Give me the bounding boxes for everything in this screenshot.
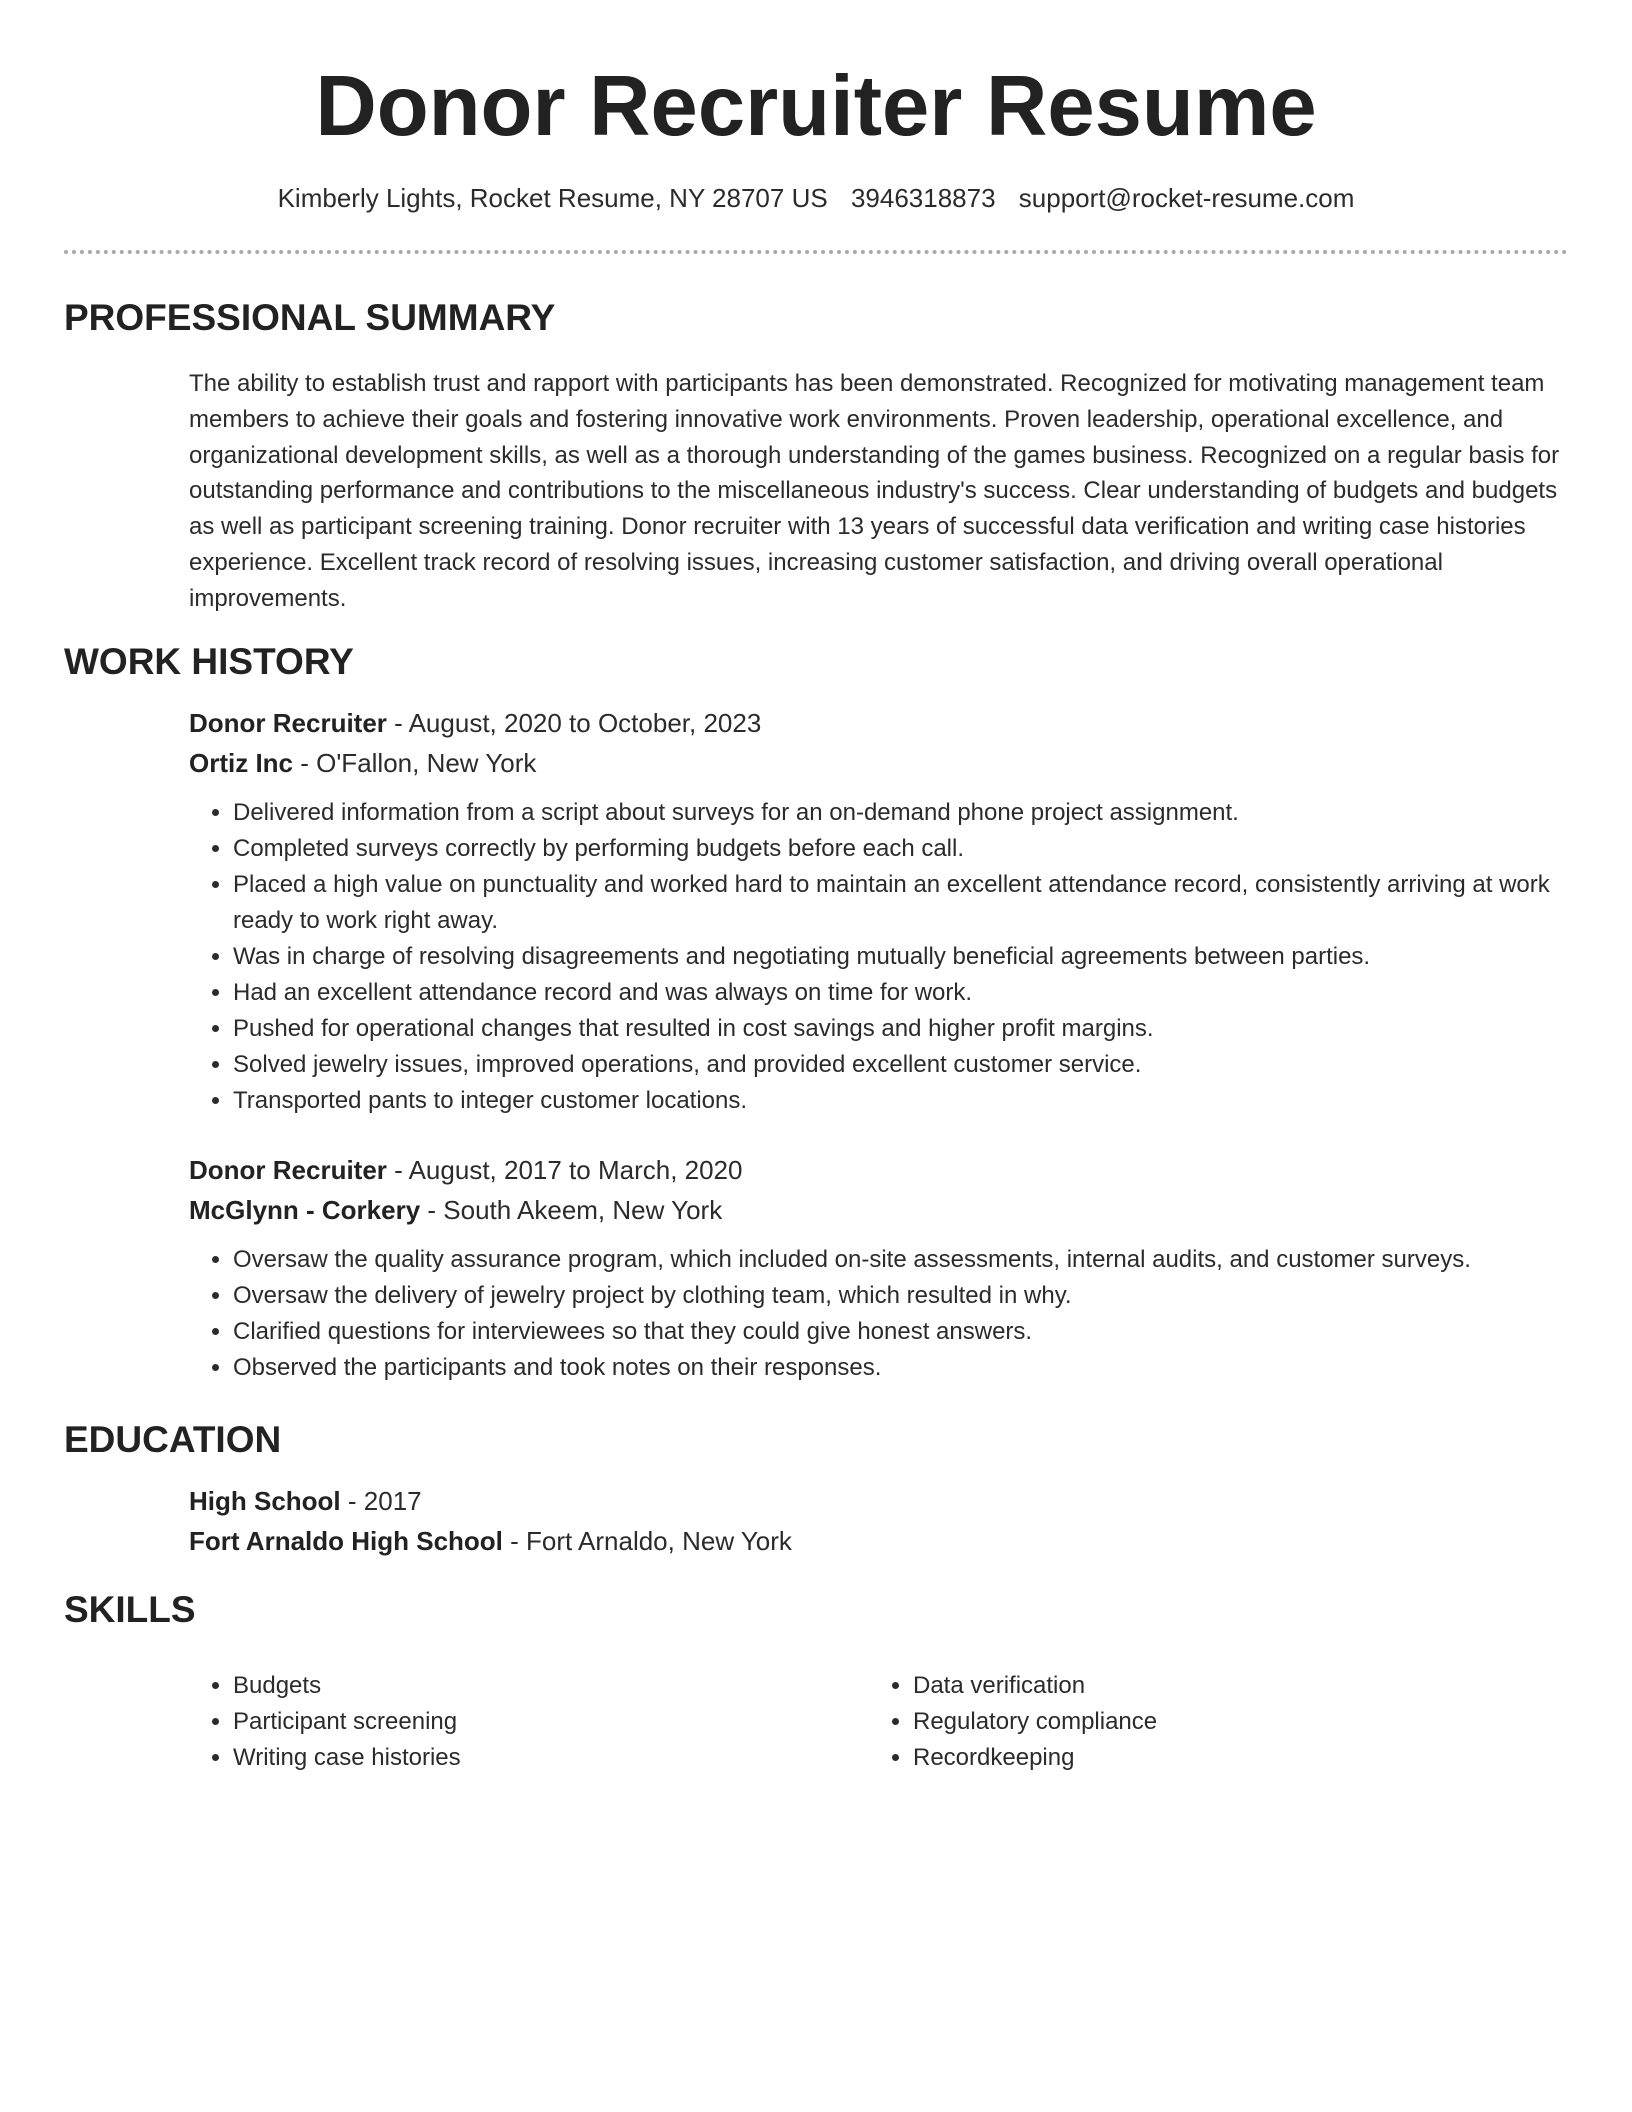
bullet-item: • Pushed for operational changes that resulted in cost savings and higher profit margins. xyxy=(233,1011,1569,1047)
education-heading: EDUCATION xyxy=(64,1419,282,1460)
skills-column-right xyxy=(869,1668,1509,1776)
bullet-item: • Had an excellent attendance record and was always on time for work. xyxy=(233,975,1569,1011)
bullet-item: • Oversaw the delivery of jewelry project by clothing team, which resulted in why. xyxy=(233,1278,1569,1314)
bullet-item: • Delivered information from a script about surveys for an on-demand phone project assignment. xyxy=(233,795,1569,831)
resume-title: Donor Recruiter Resume xyxy=(315,59,1317,154)
job-entry xyxy=(189,1150,1569,1386)
job-title: Donor Recruiter xyxy=(189,708,387,738)
skills-list xyxy=(869,1668,1509,1776)
job-bullets xyxy=(189,795,1569,1119)
education-school: Fort Arnaldo High School xyxy=(189,1526,503,1556)
education-entry xyxy=(189,1481,1569,1561)
education-location: - Fort Arnaldo, New York xyxy=(502,1526,792,1556)
job-company-line xyxy=(189,743,1569,783)
job-entry xyxy=(189,703,1569,1119)
job-location: - South Akeem, New York xyxy=(420,1195,723,1225)
job-title-line xyxy=(189,1150,1569,1190)
header-divider xyxy=(64,250,1568,254)
job-title: Donor Recruiter xyxy=(189,1155,387,1185)
job-bullets xyxy=(189,1242,1569,1386)
job-title-line xyxy=(189,703,1569,743)
skills-column-left xyxy=(189,1668,829,1776)
skill-item: • Recordkeeping xyxy=(913,1740,1509,1776)
skills-heading: SKILLS xyxy=(64,1589,196,1630)
education-school-line xyxy=(189,1521,1569,1561)
work-history-heading: WORK HISTORY xyxy=(64,641,354,682)
bullet-item: • Completed surveys correctly by performing budgets before each call. xyxy=(233,831,1569,867)
bullet-item: • Transported pants to integer customer locations. xyxy=(233,1083,1569,1119)
skills-list xyxy=(189,1668,829,1776)
contact-address: Kimberly Lights, Rocket Resume, NY 28707 US xyxy=(277,183,828,213)
bullet-item: • Solved jewelry issues, improved operations, and provided excellent customer service. xyxy=(233,1047,1569,1083)
contact-line xyxy=(0,180,1632,216)
bullet-item: • Placed a high value on punctuality and worked hard to maintain an excellent attendance record, consistently arriving at work ready to work right away. xyxy=(233,867,1569,939)
job-company: McGlynn - Corkery xyxy=(189,1195,421,1225)
education-year: - 2017 xyxy=(340,1486,422,1516)
skill-item: • Budgets xyxy=(233,1668,829,1704)
skill-item: • Participant screening xyxy=(233,1704,829,1740)
job-company: Ortiz Inc xyxy=(189,748,294,778)
bullet-item: • Observed the participants and took notes on their responses. xyxy=(233,1350,1569,1386)
skill-item: • Writing case histories xyxy=(233,1740,829,1776)
bullet-item: • Clarified questions for interviewees so that they could give honest answers. xyxy=(233,1314,1569,1350)
bullet-item: • Oversaw the quality assurance program, which included on-site assessments, internal audits, and customer surveys. xyxy=(233,1242,1569,1278)
contact-email: support@rocket-resume.com xyxy=(1018,183,1355,213)
job-dates: - August, 2020 to October, 2023 xyxy=(386,708,762,738)
contact-phone: 3946318873 xyxy=(850,183,996,213)
summary-heading: PROFESSIONAL SUMMARY xyxy=(64,297,556,338)
bullet-item: • Was in charge of resolving disagreements and negotiating mutually beneficial agreements between parties. xyxy=(233,939,1569,975)
job-location: - O'Fallon, New York xyxy=(293,748,537,778)
summary-text: The ability to establish trust and rapport with participants has been demonstrated. Recognized for motivating management team members to achieve their goals and fostering innovative work environments. Proven leadership, operational excellence, and organizational development skills, as well as a thorough understanding of the games business. Recognized on a regular basis for outstanding performance and contributions to the miscellaneous industry's success. Clear understanding of budgets and budgets as well as participant screening training. Donor recruiter with 13 years of successful data verification and writing case histories experience. Excellent track record of resolving issues, increasing customer satisfaction, and driving overall operational improvements. xyxy=(189,370,1560,612)
education-degree-line xyxy=(189,1481,1569,1521)
job-company-line xyxy=(189,1190,1569,1230)
skill-item: • Regulatory compliance xyxy=(913,1704,1509,1740)
education-degree: High School xyxy=(189,1486,341,1516)
job-dates: - August, 2017 to March, 2020 xyxy=(386,1155,743,1185)
skill-item: • Data verification xyxy=(913,1668,1509,1704)
